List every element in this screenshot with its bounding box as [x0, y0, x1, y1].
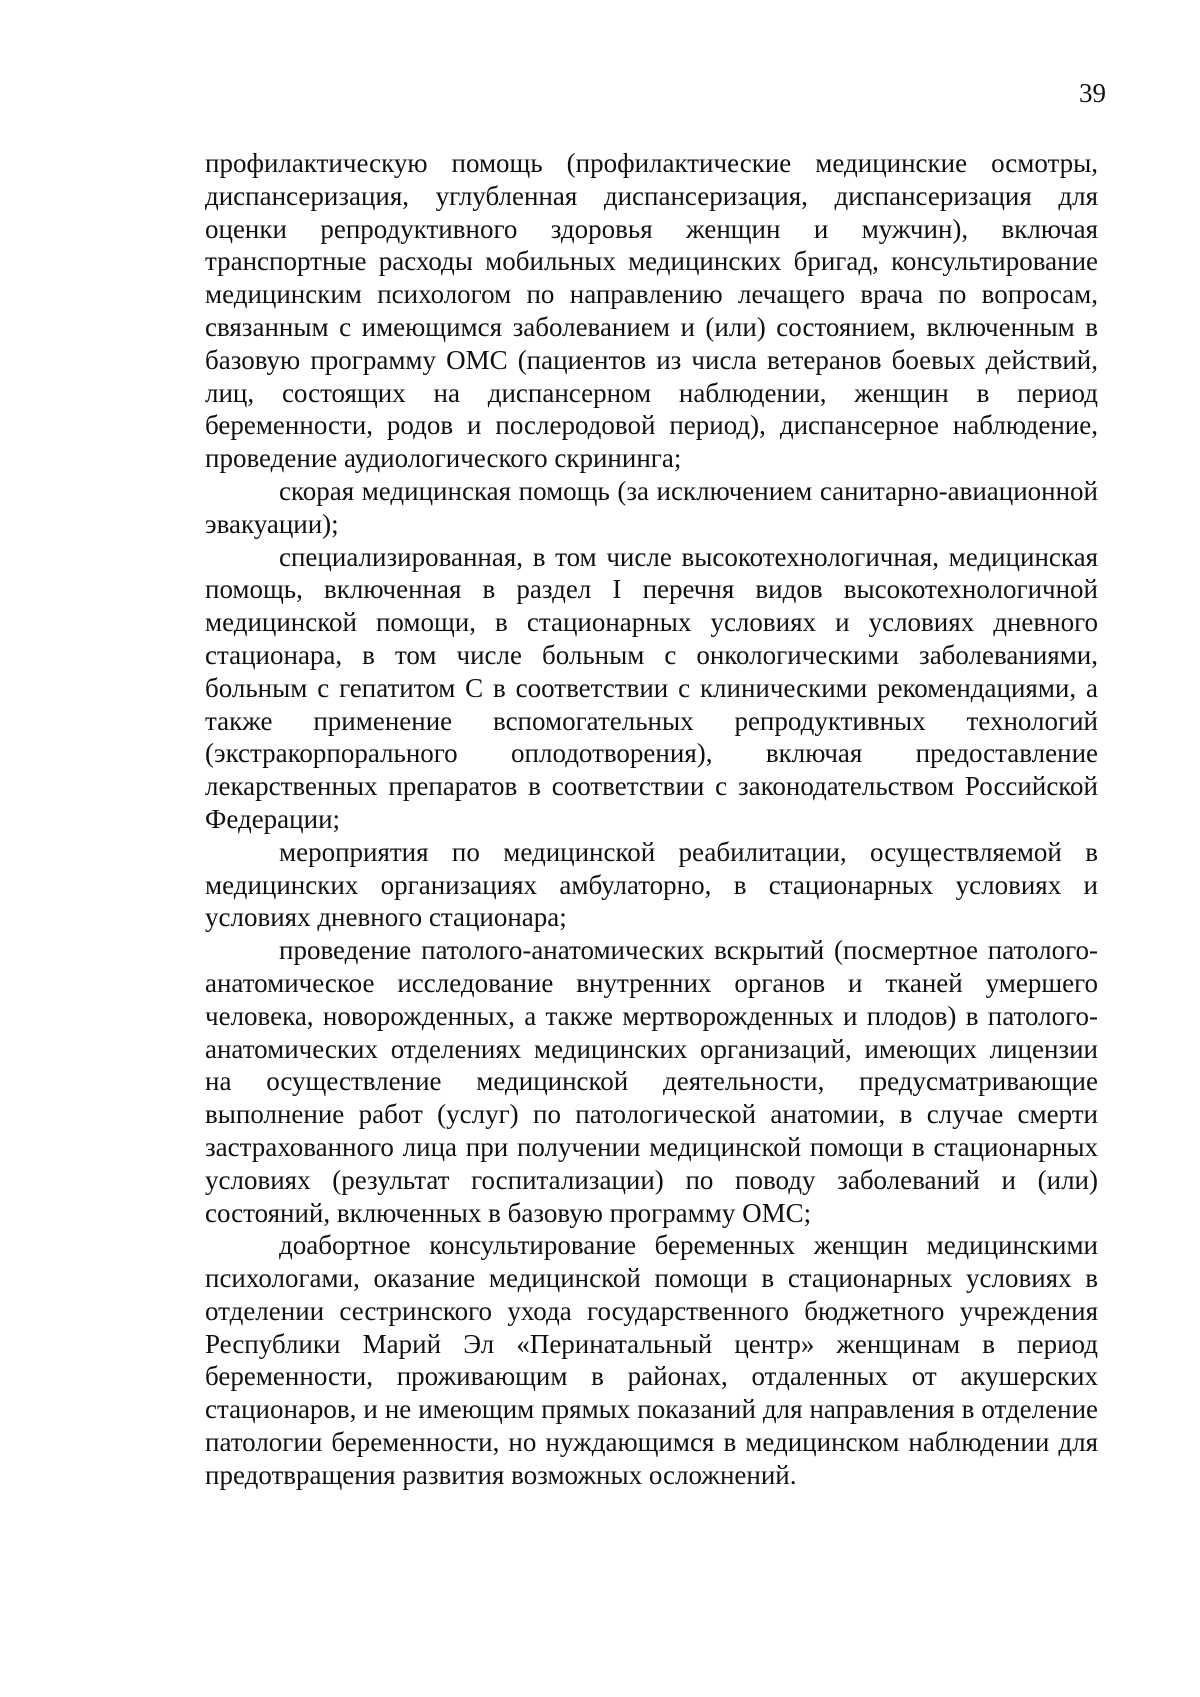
page-number: 39: [1079, 78, 1106, 108]
paragraph-autopsies: проведение патолого-анатомических вскрытий (посмертное патолого-анатомическое исследование внутренних органов и тканей умершего человека, новорожденных, а также мертворожденных и плодов) в патолого-анатомических отделениях медицинских организаций, имеющих лицензии на осуществление медицинской деятельности, предусматривающие выполнение работ (услуг) по патологической анатомии, в случае смерти застрахованного лица при получении медицинской помощи в стационарных условиях (результат госпитализации) по поводу заболеваний и (или) состояний, включенных в базовую программу ОМС;: [205, 935, 1098, 1228]
paragraph-emergency-care: скорая медицинская помощь (за исключением санитарно-авиационной эвакуации);: [205, 475, 1098, 539]
paragraph-preventive-care: профилактическую помощь (профилактические медицинские осмотры, диспансеризация, углубленная диспансеризация, диспансеризация для оценки репродуктивного здоровья женщин и мужчин), включая транспортные расходы мобильных медицинских бригад, консультирование медицинским психологом по направлению лечащего врача по вопросам, связанным с имеющимся заболеванием и (или) состоянием, включенным в базовую программу ОМС (пациентов из числа ветеранов боевых действий, лиц, состоящих на диспансерном наблюдении, женщин в период беременности, родов и послеродовой период), диспансерное наблюдение, проведение аудиологического скрининга;: [205, 148, 1098, 474]
paragraph-pre-abortion-counseling: доабортное консультирование беременных женщин медицинскими психологами, оказание медицинской помощи в стационарных условиях в отделении сестринского ухода государственного бюджетного учреждения Республики Марий Эл «Перинатальный центр» женщинам в период беременности, проживающим в районах, отдаленных от акушерских стационаров, и не имеющим прямых показаний для направления в отделение патологии беременности, но нуждающимся в медицинском наблюдении для предотвращения развития возможных осложнений.: [205, 1230, 1098, 1490]
paragraph-specialized-care: специализированная, в том числе высокотехнологичная, медицинская помощь, включенная в раздел I перечня видов высокотехнологичной медицинской помощи, в стационарных условиях и условиях дневного стационара, в том числе больным с онкологическими заболеваниями, больным с гепатитом С в соответствии с клиническими рекомендациями, а также применение вспомогательных репродуктивных технологий (экстракорпорального оплодотворения), включая предоставление лекарственных препаратов в соответствии с законодательством Российской Федерации;: [205, 541, 1098, 834]
paragraph-rehabilitation: мероприятия по медицинской реабилитации, осуществляемой в медицинских организациях амбулаторно, в стационарных условиях и условиях дневного стационара;: [205, 836, 1098, 933]
document-body: [205, 147, 1098, 1492]
